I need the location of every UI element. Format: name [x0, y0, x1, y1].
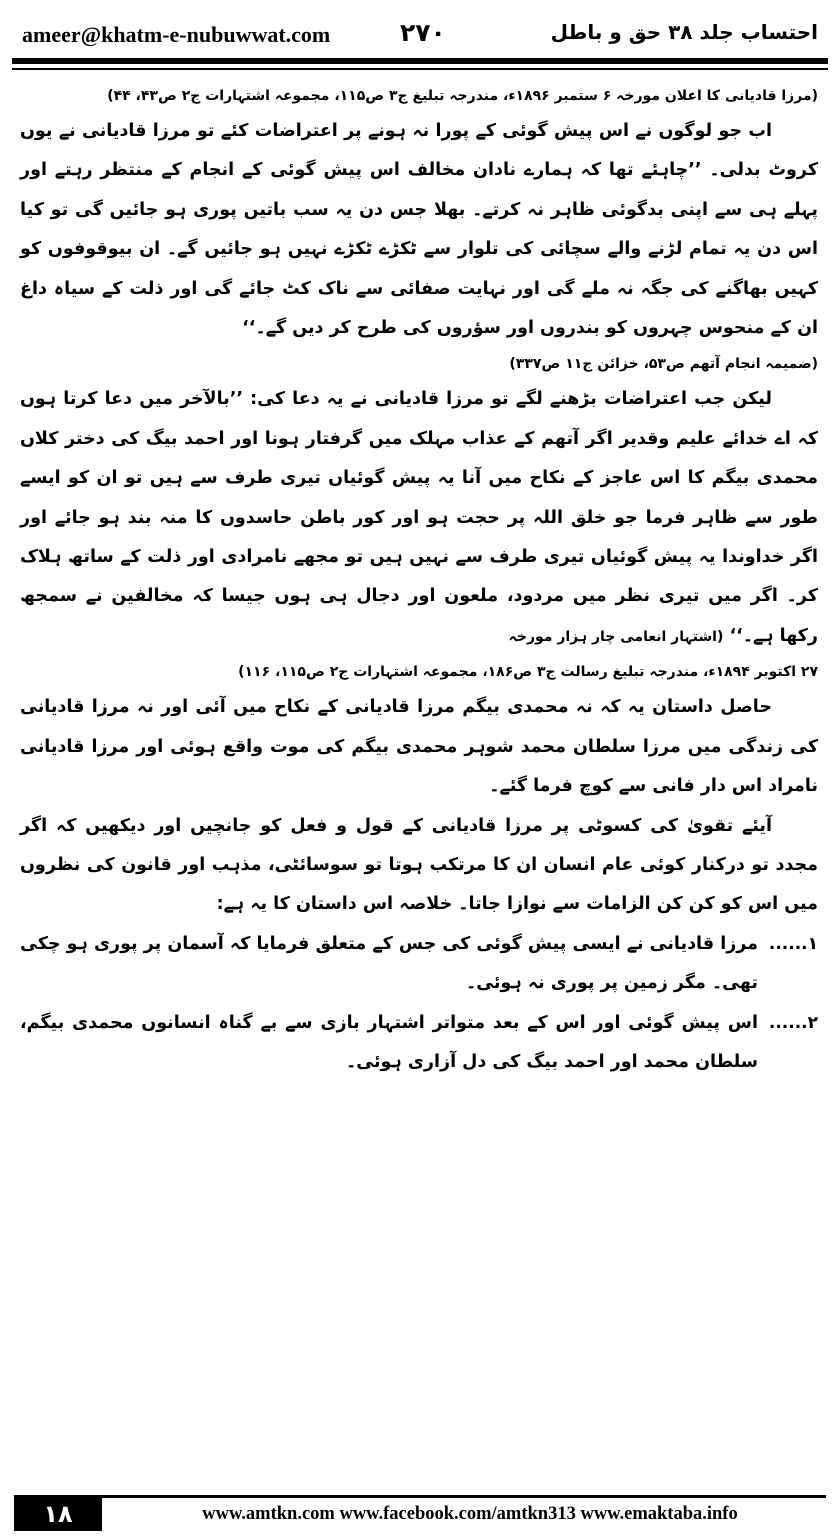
page-header	[16, 14, 824, 54]
page-footer	[14, 1495, 826, 1531]
list-item-text: اس پیش گوئی اور اس کے بعد متواتر اشتہار بازی سے بے گناہ انسانوں محمدی بیگم، سلطان محمد اور احمد بیگ کی دل آزاری ہوئی۔	[20, 1012, 758, 1072]
header-book-title: احتساب جلد ۳۸ حق و باطل	[550, 20, 818, 44]
paragraph-3: حاصل داستان یہ کہ نہ محمدی بیگم مرزا قادیانی کے نکاح میں آئی اور نہ مرزا قادیانی کی زندگی میں مرزا سلطان محمد شوہر محمدی بیگم کی موت واقع ہوئی اور مرزا قادیانی نامراد اس دار فانی سے کوچ فرما گئے۔	[20, 697, 818, 797]
paragraph-2-text: لیکن جب اعتراضات بڑھنے لگے تو مرزا قادیانی نے یہ دعا کی: ’’بالآخر میں دعا کرتا ہوں کہ اے خدائے علیم وقدیر اگر آتھم کے عذاب مہلک میں گرفتار ہونا اور احمد بیگ کی دختر کلاں محمدی بیگم کا اس عاجز کے نکاح میں آنا یہ پیش گوئیاں تیری طرف سے ہیں تو ان کو ایسے طور سے ظاہر فرما جو خلق اللہ پر حجت ہو اور کور باطن حاسدوں کا منہ بند ہو جائے اور اگر خداوندا یہ پیش گوئیاں تیری طرف سے نہیں ہیں تو مجھے نامرادی اور ذلت کے ساتھ ہلاک کر۔ اگر میں تیری نظر میں مردود، ملعون اور دجال ہی ہوں جیسا کہ مخالفین نے سمجھ رکھا ہے۔‘‘	[20, 389, 818, 646]
page-body	[20, 80, 818, 1082]
list-item-number: ۱......	[768, 933, 818, 954]
header-rule-thin	[12, 68, 828, 70]
citation-1: (مرزا قادیانی کا اعلان مورخہ ۶ ستمبر ۱۸۹۶ء، مندرجہ تبلیغ ج۳ ص۱۱۵، مجموعہ اشتہارات ج۲ ص۴۳، ۴۴)	[107, 88, 818, 104]
list-item-text: مرزا قادیانی نے ایسی پیش گوئی کی جس کے متعلق فرمایا کہ آسمان پر پوری ہو چکی تھی۔ مگر زمین پر پوری نہ ہوئی۔	[20, 933, 758, 994]
footer-page-number: ۱۸	[14, 1498, 102, 1531]
citation-3-start: (اشتہار انعامی چار ہزار مورخہ	[508, 628, 724, 645]
header-email: ameer@khatm-e-nubuwwat.com	[22, 22, 331, 47]
header-rule-thick	[12, 58, 828, 64]
list-item-number: ۲......	[768, 1012, 818, 1033]
footer-rule	[14, 1495, 826, 1498]
paragraph-4: آیئے تقویٰ کی کسوٹی پر مرزا قادیانی کے قول و فعل کو جانچیں اور دیکھیں کہ اگر مجدد تو درکنار کوئی عام انسان ان کا مرتکب ہوتا تو سوسائٹی، مذہب اور قانون کی نظروں میں اس کو کن کن الزامات سے نوازا جاتا۔ خلاصہ اس داستان کا یہ ہے:	[20, 815, 818, 915]
paragraph-1: اب جو لوگوں نے اس پیش گوئی کے پورا نہ ہونے پر اعتراضات کئے تو مرزا قادیانی نے یوں کروٹ بدلی۔ ’’چاہئے تھا کہ ہمارے نادان مخالف اس پیش گوئی کے انجام کے منتظر رہتے اور پہلے ہی سے اپنی بدگوئی ظاہر نہ کرتے۔ بھلا جس دن یہ سب باتیں پوری ہو جائیں گی تو کیا اس دن یہ تمام لڑنے والے سچائی کی تلوار سے ٹکڑے ٹکڑے نہیں ہو جائیں گے۔ ان بیوقوفوں کو کہیں بھاگنے کی جگہ نہ ملے گی اور نہایت صفائی سے ناک کٹ جائے گی اور ذلت کے سیاہ داغ ان کے منحوس چہروں کو بندروں اور سؤروں کی طرح کر دیں گے۔‘‘	[20, 121, 818, 339]
paragraph-2	[20, 380, 818, 656]
list-item	[20, 1004, 818, 1083]
citation-2: (ضمیمہ انجام آتھم ص۵۳، خزائن ج۱۱ ص۳۳۷)	[509, 356, 818, 373]
header-page-number: ۲۷۰	[400, 18, 446, 47]
list-item	[20, 925, 818, 1004]
footer-links: www.amtkn.com www.facebook.com/amtkn313 www.emaktaba.info	[202, 1504, 738, 1524]
citation-3-end: ۲۷ اکتوبر ۱۸۹۴ء، مندرجہ تبلیغ رسالت ج۳ ص۱۸۶، مجموعہ اشتہارات ج۲ ص۱۱۵، ۱۱۶)	[238, 664, 818, 681]
